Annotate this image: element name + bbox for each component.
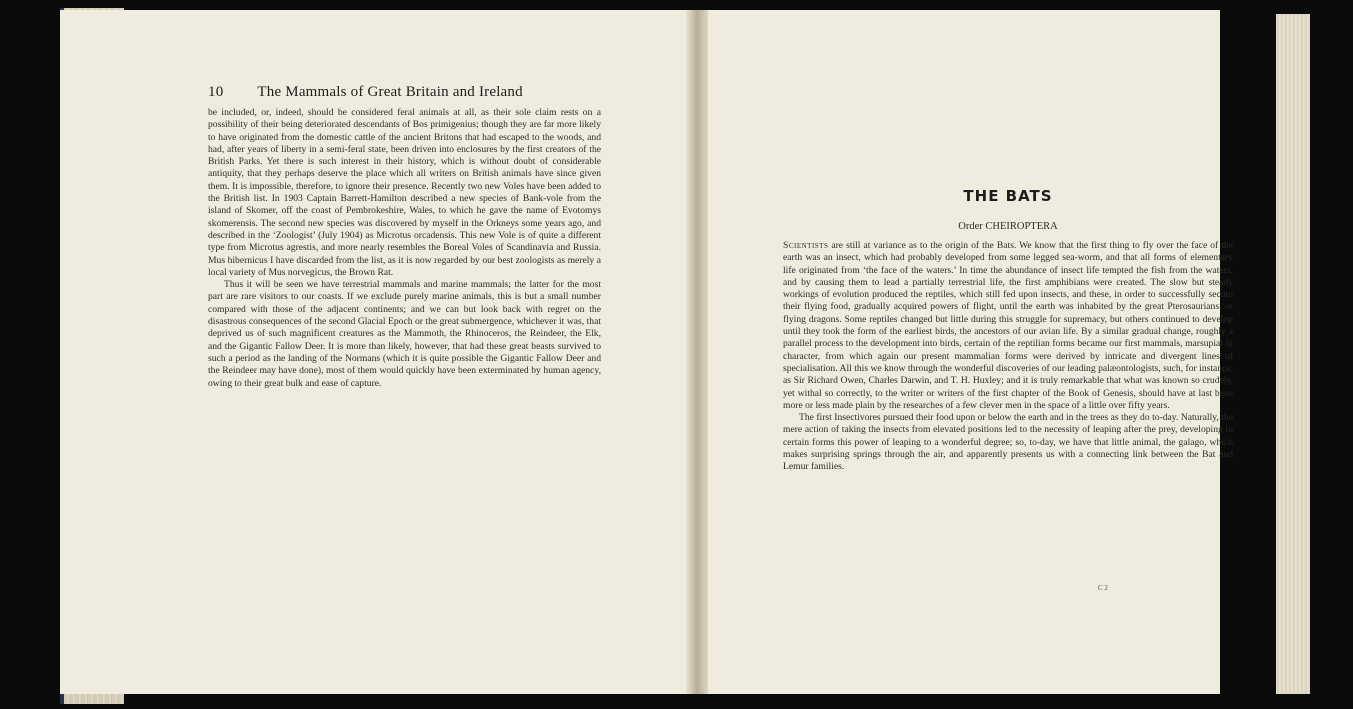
paragraph: The first Insectivores pursued their food upon or below the earth and in the trees as they do to-day. Naturally, the mere action of taking the insects from elevated positions led to the necessity of leaping after the prey, developing in certain forms this power of leaping to a wonderful degree; so, to-day, we have that little animal, the galago, which makes surprising springs through the air, and apparently presents us with a connecting link between the Bat and Lemur families. (783, 412, 1233, 473)
running-title: The Mammals of Great Britain and Ireland (257, 84, 523, 100)
chapter-title: THE BATS (963, 187, 1053, 205)
running-head (208, 84, 628, 101)
paragraph: Thus it will be seen we have terrestrial mammals and marine mammals; the latter for the most part are rare visitors to our coasts. If we exclude purely marine animals, this is but a small number compared with those of the adjacent continents; and we can but look back with regret on the disastrous consequences of the second Glacial Epoch or the great submergence, whichever it was, that deprived us of such magnificent creatures as the Mammoth, the Rhinoceros, the Reindeer, the Elk, and the Gigantic Fallow Deer. It is more than likely, however, that had these great beasts survived to such a period as the landing of the Normans (which it is quite possible the Gigantic Fallow Deer and the Reindeer may have done), most of them would quickly have been exterminated by human agency, owing to their great bulk and ease of capture. (208, 279, 601, 389)
right-page-text (783, 240, 1233, 474)
book-gutter (686, 10, 708, 694)
paragraph (783, 240, 1233, 412)
paragraph-body: are still at variance as to the origin of the Bats. We know that the first thing to fly over the face of the earth was an insect, which had probably developed from some legged sea-worm, and that all forms of elementary life originated from ‘the face of the waters.’ In time the abundance of insect life tempted the fish from the waters, and by causing them to lead a partially terrestrial life, the first amphibians were created. The slow but steady workings of evolution produced the reptiles, which still fed upon insects, and these, in order to successfully secure their flying food, gradually acquired powers of flight, until the earth was inhabited by the great Pterosaurians, or flying dragons. Some reptiles changed but little during this struggle for supremacy, but others continued to develop until they took the form of the earliest birds, the ancestors of our avian life. By a similar gradual change, roughly a parallel process to the development into birds, certain of the reptilian forms became our first mammals, marsupial in character, from which again our present mammalian forms were derived by intricate and divergent lines of specialisation. All this we know through the wonderful discoveries of our leading palæontologists, such, for instance, as Sir Richard Owen, Charles Darwin, and T. H. Huxley; and it is truly remarkable that what was known so crudely, yet withal so correctly, to the writer or writers of the first chapter of the Book of Genesis, should have at last been more or less made plain by the researches of a few clever men in the space of a little over fifty years. (783, 240, 1233, 411)
paragraph: be included, or, indeed, should be considered feral animals at all, as their sole claim rests on a possibility of their being deteriorated descendants of Bos primigenius; though they are far more likely to have originated from the domestic cattle of the ancient Britons that had escaped to the woods, and had, after years of liberty in a semi-feral state, been driven into enclosures by the first creators of the British Parks. Yet there is such interest in their history, which is without doubt of considerable antiquity, that they perhaps deserve the place which all writers on British animals have since given them. It is impossible, therefore, to ignore their presence. Recently two new Voles have been added to the British list. In 1903 Captain Barrett-Hamilton described a new species of Bank-vole from the island of Skomer, off the coast of Pembrokeshire, Wales, to which he gave the name of Evotomys skomerensis. The second new species was discovered by myself in the Orkneys some years ago, and described in the ‘Zoologist’ (July 1904) as Microtus orcadensis. This new Vole is of quite a different type from Microtus agrestis, and more nearly resembles the Boreal Voles of Scandinavia and Russia. Mus hibernicus I have discarded from the list, as it is now regarded by our best zoologists as merely a local variety of Mus norvegicus, the Brown Rat. (208, 107, 601, 278)
signature-mark: C 2 (1098, 584, 1108, 592)
page-number: 10 (208, 84, 224, 100)
book-page-edges-right (1276, 14, 1310, 694)
left-page-text (208, 107, 601, 390)
chapter-subtitle: Order CHEIROPTERA (958, 221, 1058, 232)
lead-word: Scientists (783, 240, 829, 251)
